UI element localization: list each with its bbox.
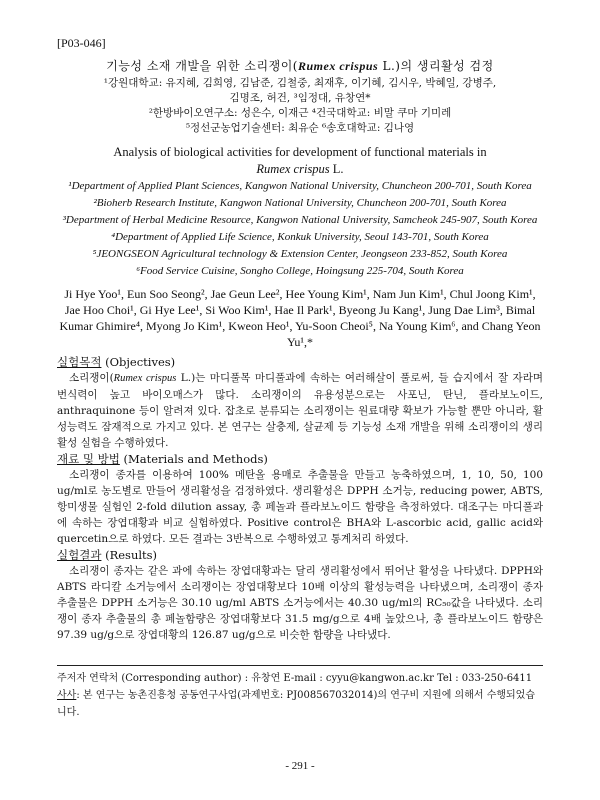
- methods-text: 소리쟁이 종자를 이용하여 100% 메탄올 용매로 추출물을 만들고 농축하였으며, 1, 10, 50, 100 ug/ml로 농도별로 만들어 생리활성을 검정하였다. 생리활성은 DPPH 소거능, reducing power, ABTS, 항미생물 실험인 2-fold dilution assay, 총 페놀과 플라보노이드 함량을 측정하였다. 대조구는 마디풀과에 속하는 장엽대황과 비교 실험하였다. Positive control은 BHA와 L-ascorbic acid, gallic acid와 quercetin으로 하였다. 모든 결과는 3반복으로 수행하였고 통계처리 하였다.: [57, 469, 543, 545]
- methods-heading: [57, 451, 543, 467]
- affiliation-2: ²Bioherb Research Institute, Kangwon National University, Chuncheon 200-701, South Korea: [93, 197, 507, 209]
- objectives-heading-en: (Objectives): [101, 355, 176, 369]
- affiliation-5: ⁵JEONGSEON Agricultural technology & Extension Center, Jeongseon 233-852, South Korea: [92, 248, 508, 260]
- english-title-suffix: L.: [329, 162, 344, 176]
- objectives-text-post: L.)는 마디풀목 마디풀과에 속하는 여러해살이 풀로써, 들 습지에서 잘 자라며 번식력이 높고 바이오매스가 많다. 소리쟁이의 유용성분으로는 사포닌, 탄닌, 플라보노이드, anthraquinone 등이 알려져 있다. 잡초로 분류되는 소리쟁이는 원료대량 확보가 가능할 뿐만 아니라, 활성능력도 잠재적으로 가지고 있다. 본 연구는 살충제, 살균제 등 기능성 소재 개발을 위해 소리쟁이의 생리활성 실험을 수행하였다.: [57, 372, 543, 449]
- footnote-divider: [57, 665, 543, 666]
- affiliation-6: ⁶Food Service Cuisine, Songho College, Hoingsung 225-704, South Korea: [136, 265, 464, 277]
- acknowledgement-label: 사사: [57, 690, 77, 701]
- results-text: 소리쟁이 종자는 같은 과에 속하는 장엽대황과는 달리 생리활성에서 뛰어난 활성을 나타냈다. DPPH와 ABTS 라디칼 소거능에서 소리쟁이는 장엽대황보다 10배 이상의 활성능력을 나타냈으며, 소리쟁이 종자 추출물은 DPPH 소거능은 30.10 ug/ml ABTS 소거능에서는 40.30 ug/ml의 RC₅₀값을 나타냈다. 소리쟁이 종자 추출물의 총 페놀함량은 장엽대황보다 31.5 mg/g으로 4배 높았으나, 총 플라보노이드 함량은 97.39 ug/g으로 장엽대황의 126.87 ug/g으로 비슷한 함량을 나타냈다.: [57, 565, 543, 641]
- acknowledgement: [57, 687, 543, 721]
- affiliation-4: ⁴Department of Applied Life Science, Konkuk University, Seoul 143-701, South Korea: [111, 231, 489, 243]
- korean-authors-line-1: ¹강원대학교: 유지혜, 김희영, 김남준, 김철중, 최재후, 이기혜, 김시우, 박혜일, 강병주,: [103, 77, 497, 89]
- methods-heading-en: (Materials and Methods): [119, 452, 268, 466]
- paper-page: [57, 36, 543, 721]
- english-authors: Ji Hye Yoo¹, Eun Soo Seong², Jae Geun Lee², Hee Young Kim¹, Nam Jun Kim¹, Chul Joong Kim¹, Jae Hoo Choi¹, Gi Hye Lee¹, Si Woo Kim¹, Hae Il Park¹, Byeong Ju Kang¹, Jung Dae Lim³, Bimal Kumar Ghimire⁴, Myong Jo Kim¹, Kweon Heo¹, Yu-Soon Cheoi⁵, Na Young Kim⁶, and Chang Yeon Yu¹,*: [59, 287, 541, 349]
- english-title: [57, 144, 543, 178]
- objectives-species: Rumex crispus: [113, 373, 177, 384]
- korean-title-pre: 기능성 소재 개발을 위한 소리쟁이(: [106, 59, 298, 73]
- corresponding-author: 주저자 연락처 (Corresponding author) : 유창연 E-mail : cyyu@kangwon.ac.kr Tel : 033-250-6411: [57, 673, 533, 684]
- objectives-text: [57, 370, 543, 451]
- acknowledgement-text: : 본 연구는 농촌진흥청 공동연구사업(과제번호: PJ008567032014)의 연구비 지원에 의해서 수행되었습니다.: [57, 690, 536, 718]
- methods-heading-ko: 재료 및 방법: [57, 452, 120, 466]
- affiliation-3: ³Department of Herbal Medicine Resource, Kangwon National University, Samcheok 245-907, South Korea: [62, 214, 538, 226]
- korean-authors-line-2: 김명조, 허건, ³임정대, 유창연*: [229, 92, 371, 104]
- english-title-species: Rumex crispus: [256, 162, 330, 176]
- korean-title: [57, 57, 543, 74]
- abstract-code: [P03-046]: [57, 36, 106, 50]
- results-heading-ko: 실험결과: [57, 548, 102, 562]
- page-number: - 291 -: [285, 760, 315, 772]
- korean-title-species: Rumex crispus: [297, 59, 379, 73]
- korean-title-post: L.)의 생리활성 검정: [378, 59, 494, 73]
- objectives-heading-ko: 실험목적: [57, 355, 102, 369]
- korean-affiliation-line-2: ⁵정선군농업기술센터: 최유순 ⁶송호대학교: 김나영: [185, 122, 415, 134]
- results-heading: [57, 547, 543, 563]
- affiliation-1: ¹Department of Applied Plant Sciences, Kangwon National University, Chuncheon 200-701, South Korea: [68, 180, 532, 192]
- english-title-main: Analysis of biological activities for development of functional materials in: [113, 145, 487, 159]
- korean-affiliation-line-1: ²한방바이오연구소: 성은수, 이재근 ⁴건국대학교: 비말 쿠마 기미레: [148, 107, 452, 119]
- objectives-text-pre: 소리쟁이(: [69, 372, 114, 384]
- results-heading-en: (Results): [101, 548, 158, 562]
- objectives-heading: [57, 354, 543, 370]
